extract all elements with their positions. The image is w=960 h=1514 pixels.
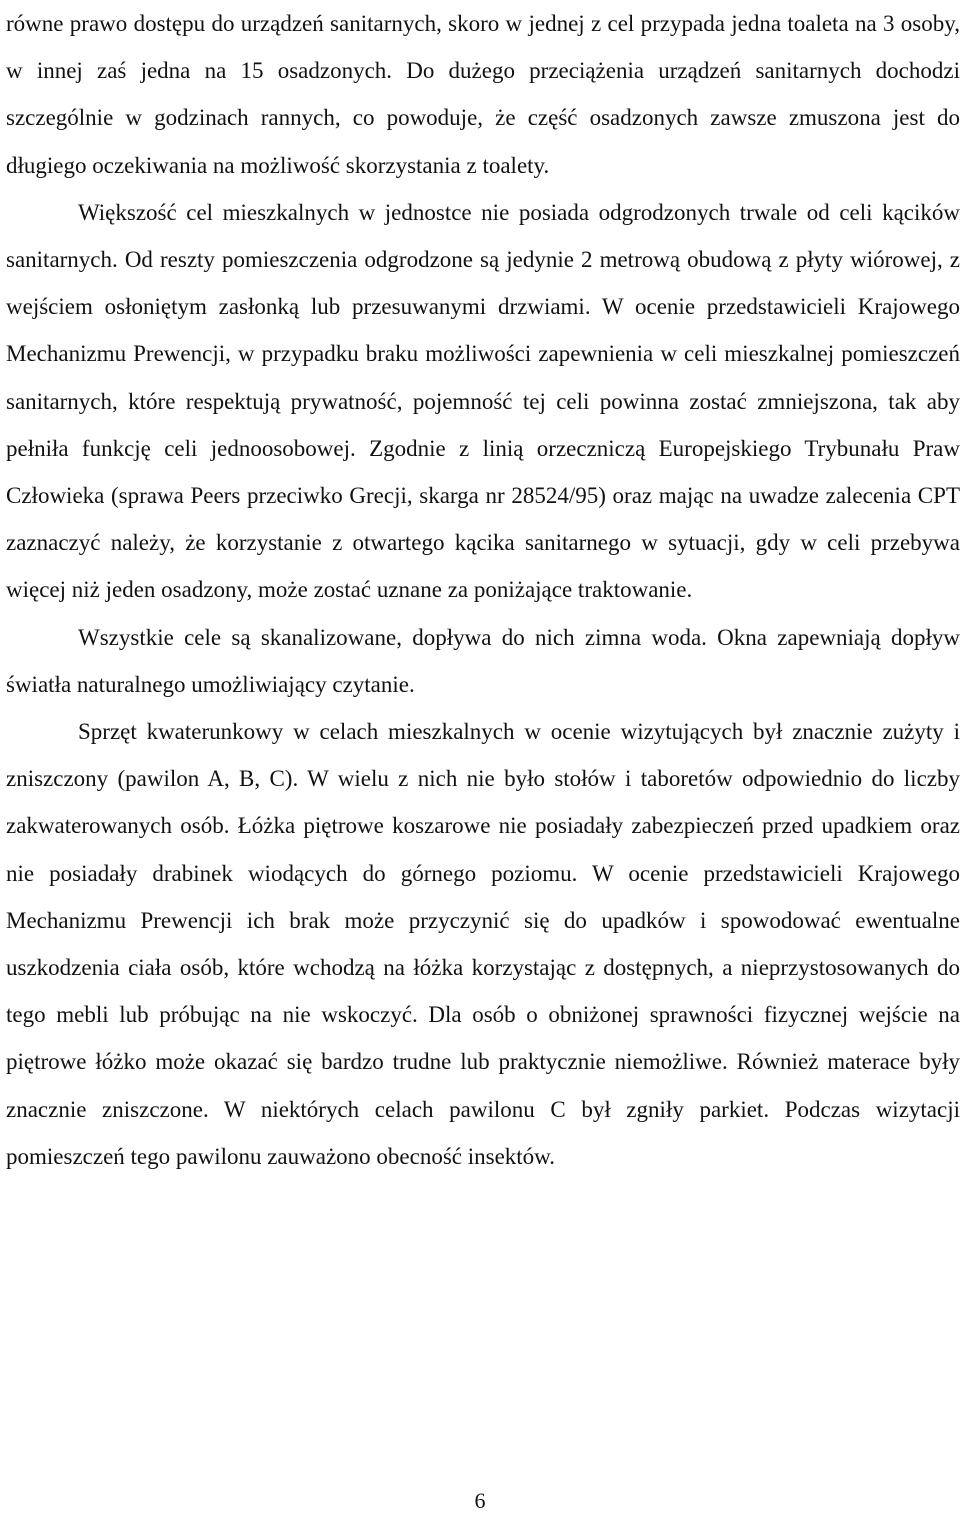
body-text <box>6 0 960 1180</box>
paragraph-water-and-light: Wszystkie cele są skanalizowane, dopływa do nich zimna woda. Okna zapewniają dopływ światła naturalnego umożliwiający czytanie. <box>6 624 960 697</box>
page-number: 6 <box>474 1488 486 1513</box>
paragraph-furniture-condition: Sprzęt kwaterunkowy w celach mieszkalnych w ocenie wizytujących był znacznie zużyty i zniszczony (pawilon A, B, C). W wielu z nich nie było stołów i taboretów odpowiednio do liczby zakwaterowanych osób. Łóżka piętrowe koszarowe nie posiadały zabezpieczeń przed upadkiem oraz nie posiadały drabinek wiodących do górnego poziomu. W ocenie przedstawicieli Krajowego Mechanizmu Prewencji ich brak może przyczynić się do upadków i spowodować ewentualne uszkodzenia ciała osób, które wchodzą na łóżka korzystając z dostępnych, a nieprzystosowanych do tego mebli lub próbując na nie wskoczyć. Dla osób o obniżonej sprawności fizycznej wejście na piętrowe łóżko może okazać się bardzo trudne lub praktycznie niemożliwe. Również materace były znacznie zniszczone. W niektórych celach pawilonu C był zgniły parkiet. Podczas wizytacji pomieszczeń tego pawilonu zauważono obecność insektów. <box>6 719 960 1169</box>
paragraph-sanitary-access: równe prawo dostępu do urządzeń sanitarnych, skoro w jednej z cel przypada jedna toaleta na 3 osoby, w innej zaś jedna na 15 osadzonych. Do dużego przeciążenia urządzeń sanitarnych dochodzi szczególnie w godzinach rannych, co powoduje, że część osadzonych zawsze zmuszona jest do długiego oczekiwania na możliwość skorzystania z toalety. <box>6 11 960 178</box>
paragraph-sanitary-corners: Większość cel mieszkalnych w jednostce nie posiada odgrodzonych trwale od celi kącików sanitarnych. Od reszty pomieszczenia odgrodzone są jedynie 2 metrową obudową z płyty wiórowej, z wejściem osłoniętym zasłonką lub przesuwanymi drzwiami. W ocenie przedstawicieli Krajowego Mechanizmu Prewencji, w przypadku braku możliwości zapewnienia w celi mieszkalnej pomieszczeń sanitarnych, które respektują prywatność, pojemność tej celi powinna zostać zmniejszona, tak aby pełniła funkcję celi jednoosobowej. Zgodnie z linią orzeczniczą Europejskiego Trybunału Praw Człowieka (sprawa Peers przeciwko Grecji, skarga nr 28524/95) oraz mając na uwadze zalecenia CPT zaznaczyć należy, że korzystanie z otwartego kącika sanitarnego w sytuacji, gdy w celi przebywa więcej niż jeden osadzony, może zostać uznane za poniżające traktowanie. <box>6 199 960 603</box>
